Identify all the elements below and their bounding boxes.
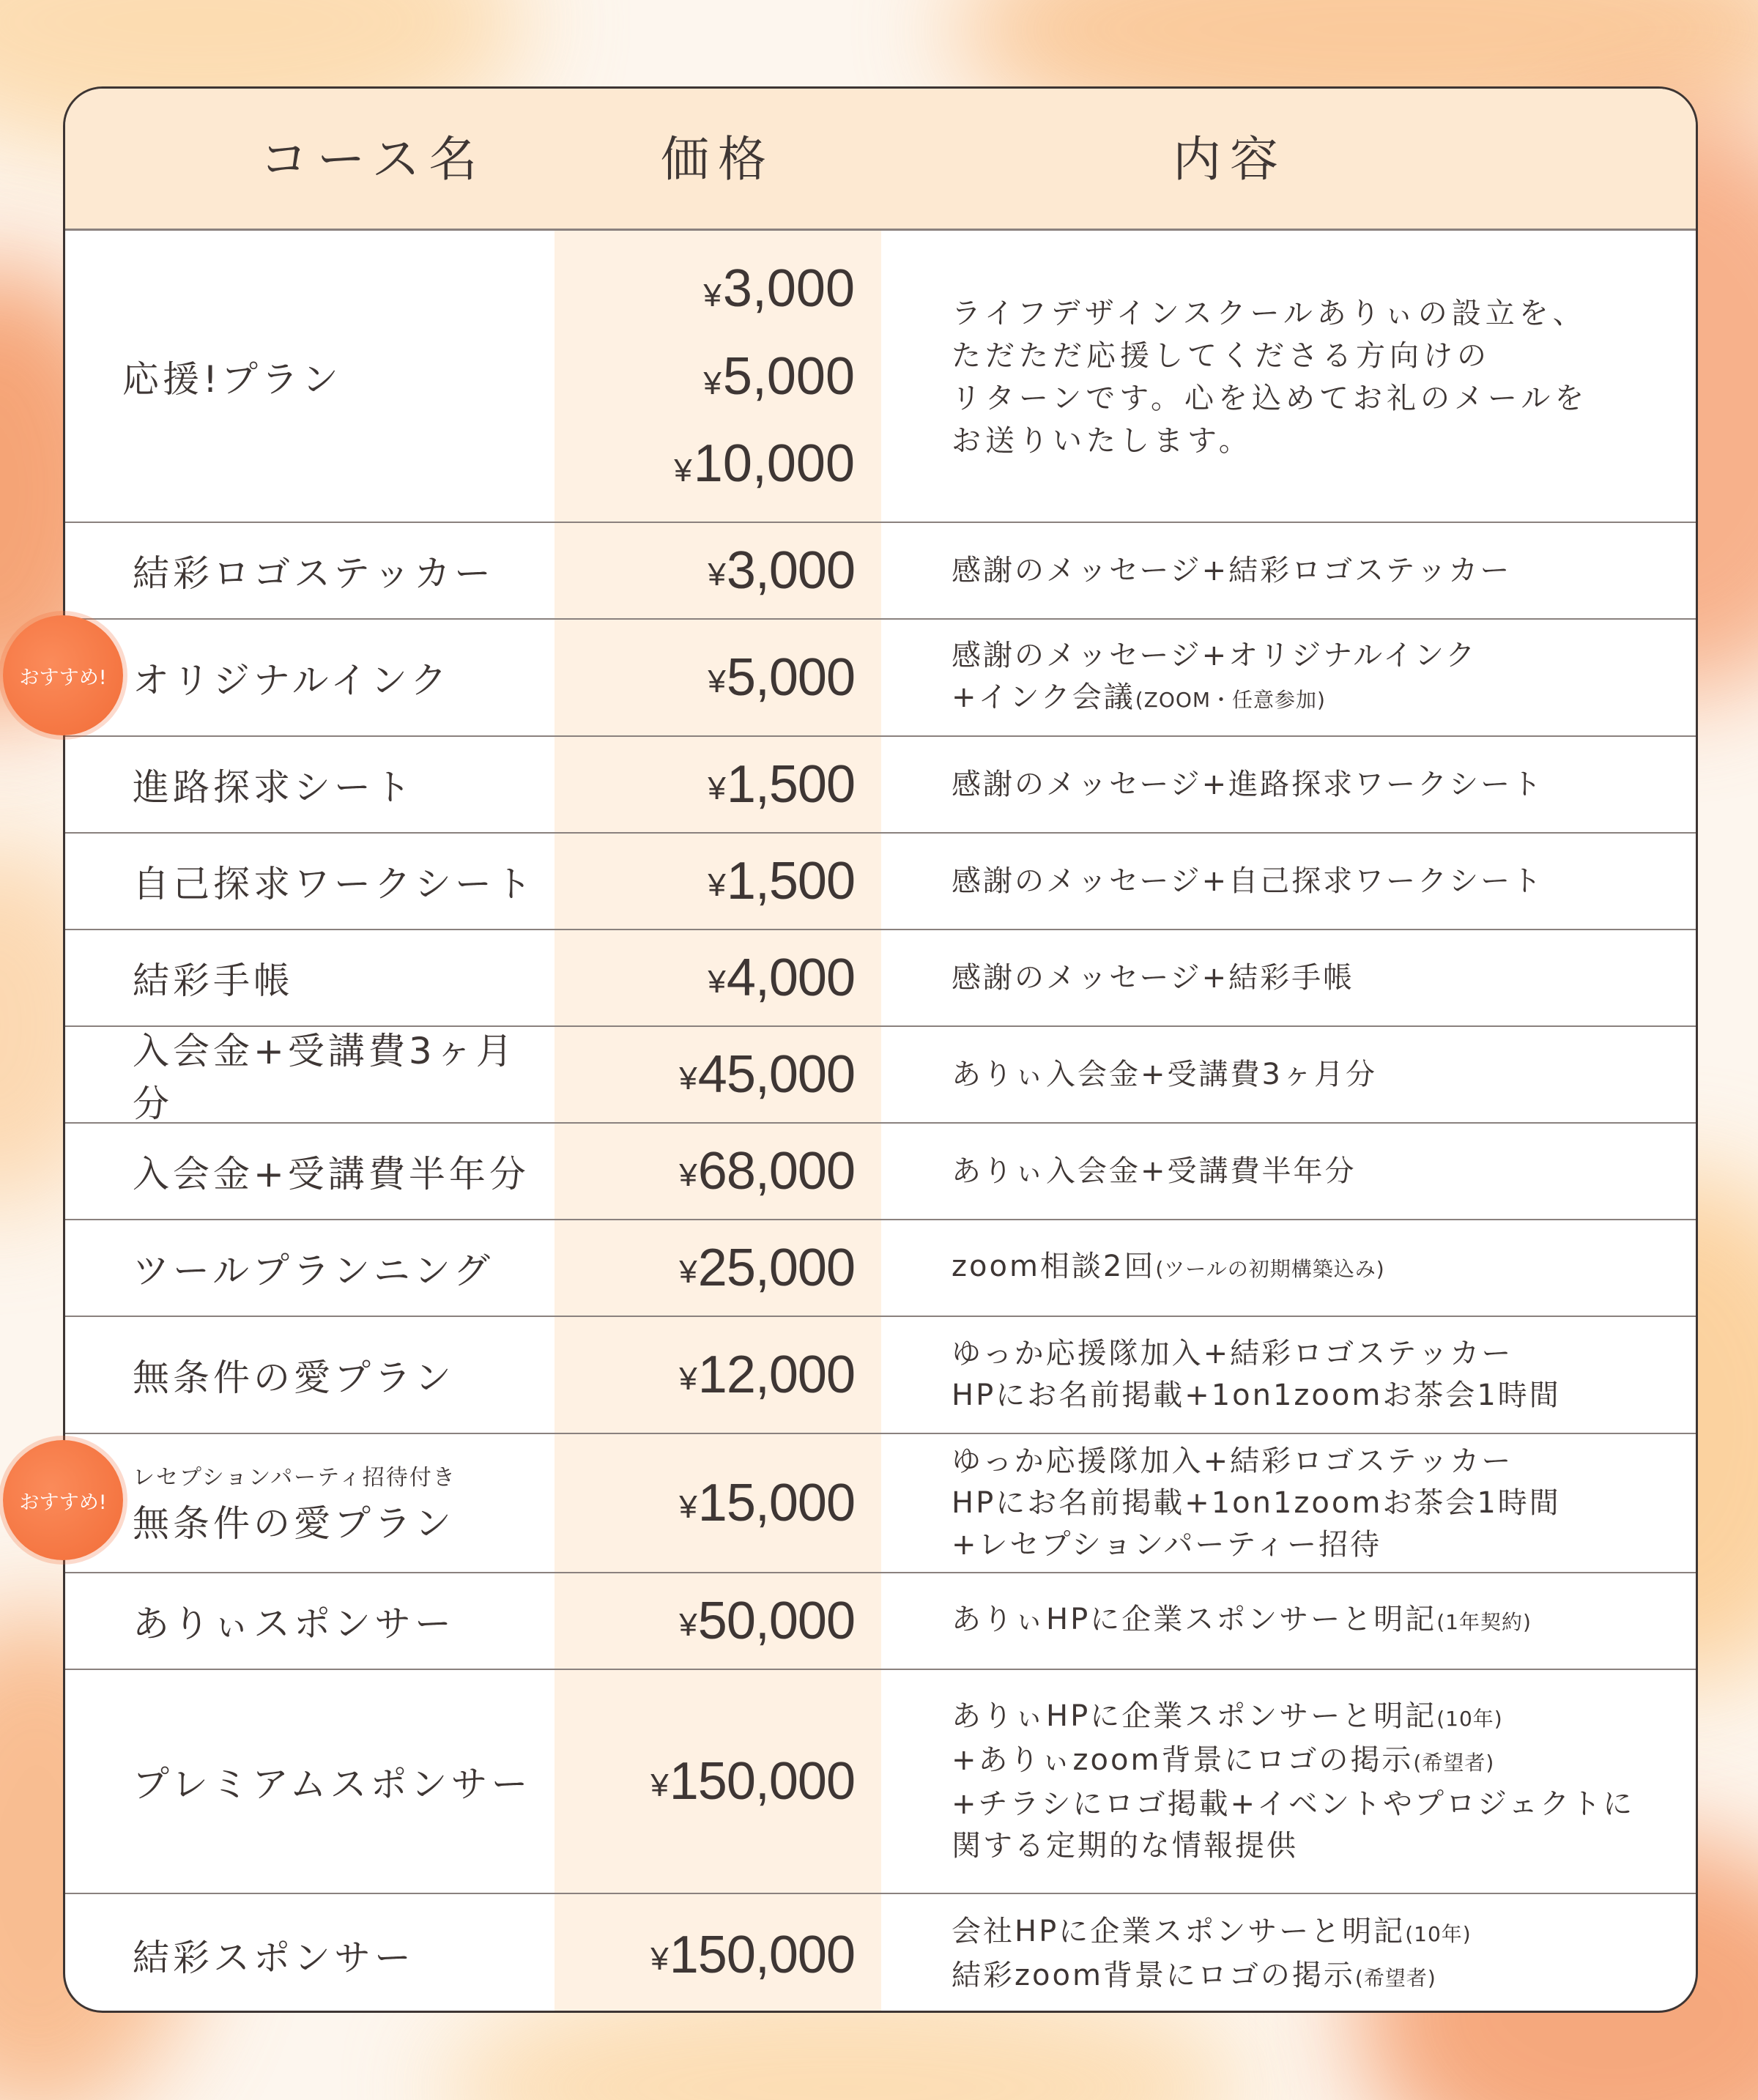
- price-value: ¥ 12,000: [679, 1346, 855, 1404]
- course-name: レセプションパーティ招待付き 無条件の愛プラン: [133, 1434, 543, 1572]
- course-description: ゆっか応援隊加入+結彩ロゴステッカー HPにお名前掲載+1on1zoomお茶会1時間 +レセプションパーティー招待: [952, 1444, 1561, 1562]
- recommended-badge: おすすめ!: [3, 1440, 123, 1560]
- header-course: コース名: [259, 131, 486, 188]
- table-row: [65, 1670, 1696, 1894]
- course-description: 会社HPに企業スポンサーと明記(10年) 結彩zoom背景にロゴの掲示(希望者): [952, 1914, 1472, 1992]
- course-description: 感謝のメッセージ+結彩ロゴステッカー: [952, 553, 1512, 587]
- course-name: 進路探求シート: [133, 766, 415, 809]
- table-row: [65, 1220, 1696, 1317]
- course-name: 応援!プラン: [122, 357, 343, 401]
- table-row: [65, 523, 1696, 620]
- course-name: ツールプランニング: [133, 1250, 494, 1292]
- table-row: [65, 620, 1696, 737]
- price-value: ¥ 1,500: [708, 852, 855, 910]
- course-description: ゆっか応援隊加入+結彩ロゴステッカー HPにお名前掲載+1on1zoomお茶会1時間: [952, 1337, 1561, 1412]
- header-content: 内容: [1173, 131, 1287, 188]
- price-value: ¥3,000: [703, 259, 855, 318]
- course-name: プレミアムスポンサー: [133, 1763, 532, 1806]
- course-description: ありぃHPに企業スポンサーと明記(1年契約): [952, 1603, 1532, 1636]
- course-subtitle: レセプションパーティ招待付き: [133, 1465, 456, 1491]
- table-row: [65, 930, 1696, 1027]
- course-name: 自己探求ワークシート: [133, 863, 535, 905]
- course-name: 入会金+受講費3ヶ月分: [133, 1030, 516, 1125]
- price-value: ¥ 15,000: [679, 1474, 855, 1532]
- price-value: ¥ 25,000: [679, 1239, 855, 1297]
- table-row: [65, 1894, 1696, 2013]
- price-value: ¥ 150,000: [650, 1925, 855, 1984]
- price-value: ¥5,000: [703, 346, 855, 406]
- course-description: 感謝のメッセージ+進路探求ワークシート: [952, 767, 1544, 801]
- table-row: [65, 1124, 1696, 1220]
- table-row: [65, 1027, 1696, 1124]
- table-row: [65, 737, 1696, 834]
- table-row: [65, 1434, 1696, 1573]
- price-value: ¥ 150,000: [650, 1752, 855, 1811]
- price-value: ¥ 45,000: [679, 1045, 855, 1104]
- course-name: 結彩スポンサー: [133, 1936, 415, 1979]
- price-table: [63, 86, 1698, 2013]
- price-value: ¥ 3,000: [708, 541, 855, 600]
- recommended-badge: おすすめ!: [3, 615, 123, 735]
- course-name: 結彩手帳: [133, 960, 294, 1002]
- price-value: ¥ 68,000: [679, 1142, 855, 1201]
- price-value: ¥ 1,500: [708, 755, 855, 814]
- course-description: ありぃ入会金+受講費半年分: [952, 1154, 1357, 1188]
- table-row: [65, 1317, 1696, 1434]
- course-description: ライフデザインスクールありぃの設立を、 ただただ応援してくださる方向けの リターンです。心を込めてお礼のメールを お送りいたします。: [952, 297, 1589, 458]
- course-description: ありぃHPに企業スポンサーと明記(10年) +ありぃzoom背景にロゴの掲示(希望者) +チラシにロゴ掲載+イベントやプロジェクトに 関する定期的な情報提供: [952, 1699, 1635, 1863]
- course-description: 感謝のメッセージ+結彩手帳: [952, 960, 1355, 995]
- header-price: 価格: [661, 131, 775, 188]
- course-name: ありぃスポンサー: [133, 1603, 455, 1645]
- course-name: 入会金+受講費半年分: [133, 1153, 530, 1195]
- course-name: 結彩ロゴステッカー: [133, 552, 494, 595]
- price-value: ¥ 4,000: [708, 949, 855, 1007]
- table-row: [65, 231, 1696, 523]
- table-row: [65, 834, 1696, 930]
- course-description: ありぃ入会金+受講費3ヶ月分: [952, 1057, 1377, 1091]
- course-name: 無条件の愛プラン: [133, 1357, 455, 1399]
- course-description: 感謝のメッセージ+オリジナルインク +インク会議(ZOOM・任意参加): [952, 638, 1477, 714]
- course-description: zoom相談2回(ツールの初期構築込み): [952, 1250, 1385, 1283]
- price-options: [555, 231, 855, 522]
- price-value: ¥10,000: [674, 434, 855, 494]
- course-name: オリジナルインク: [133, 659, 450, 702]
- price-value: ¥ 5,000: [708, 648, 855, 707]
- price-value: ¥ 50,000: [679, 1592, 855, 1650]
- table-row: [65, 1573, 1696, 1670]
- course-description: 感謝のメッセージ+自己探求ワークシート: [952, 864, 1544, 898]
- table-header: [65, 89, 1696, 231]
